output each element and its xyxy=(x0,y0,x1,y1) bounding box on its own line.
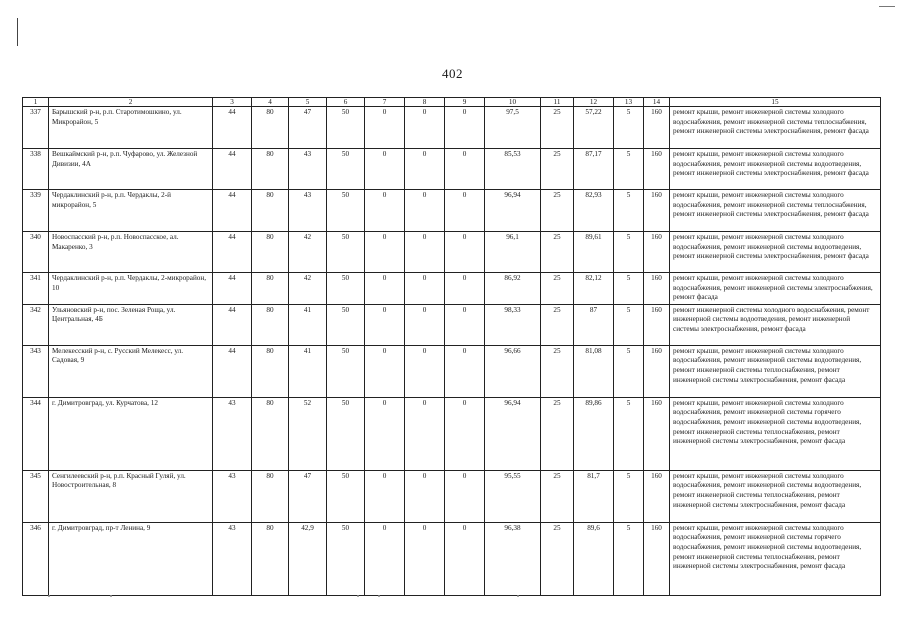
value-cell-c4: 80 xyxy=(252,149,289,190)
value-cell-c3: 44 xyxy=(213,232,252,273)
value-cell-c8: 0 xyxy=(405,273,445,305)
value-cell-c3: 43 xyxy=(213,397,252,470)
value-cell-c10: 97,5 xyxy=(485,107,541,149)
address-cell: г. Димитровград, ул. Курчатова, 12 xyxy=(49,397,213,470)
value-cell-c13: 5 xyxy=(614,397,644,470)
row-number-cell: 342 xyxy=(23,304,49,345)
column-number: 2 xyxy=(49,98,213,107)
table-row xyxy=(23,273,881,305)
value-cell-c4: 80 xyxy=(252,190,289,232)
column-number: 6 xyxy=(327,98,365,107)
value-cell-c12: 87 xyxy=(574,304,614,345)
column-number: 1 xyxy=(23,98,49,107)
value-cell-c4: 80 xyxy=(252,273,289,305)
value-cell-c3: 44 xyxy=(213,273,252,305)
value-cell-c6: 50 xyxy=(327,470,365,522)
value-cell-c3: 44 xyxy=(213,107,252,149)
value-cell-c9: 0 xyxy=(445,304,485,345)
value-cell-c5: 41 xyxy=(289,304,327,345)
table-row xyxy=(23,232,881,273)
value-cell-c10: 98,33 xyxy=(485,304,541,345)
value-cell-c12: 89,6 xyxy=(574,522,614,595)
repair-works-cell: ремонт крыши, ремонт инженерной системы холодного водоснабжения, ремонт инженерной системы горячего водоснабжения, ремонт инженерной системы водоотведения, ремонт инженерной системы теплоснабжения, ремонт инженерной системы электроснабжения, ремонт фасада xyxy=(670,397,881,470)
value-cell-c4: 80 xyxy=(252,107,289,149)
value-cell-c14: 160 xyxy=(644,149,670,190)
value-cell-c8: 0 xyxy=(405,107,445,149)
value-cell-c10: 96,94 xyxy=(485,397,541,470)
value-cell-c5: 41 xyxy=(289,345,327,397)
value-cell-c9: 0 xyxy=(445,273,485,305)
row-number-cell: 345 xyxy=(23,470,49,522)
address-cell: Вешкаймский р-н, р.п. Чуфарово, ул. Железной Дивизии, 4А xyxy=(49,149,213,190)
column-number: 5 xyxy=(289,98,327,107)
value-cell-c11: 25 xyxy=(541,397,574,470)
row-number-cell: 344 xyxy=(23,397,49,470)
value-cell-c3: 44 xyxy=(213,190,252,232)
repair-works-cell: ремонт крыши, ремонт инженерной системы холодного водоснабжения, ремонт инженерной системы теплоснабжения, ремонт инженерной системы электроснабжения, ремонт фасада xyxy=(670,190,881,232)
value-cell-c12: 87,17 xyxy=(574,149,614,190)
value-cell-c8: 0 xyxy=(405,397,445,470)
value-cell-c10: 96,38 xyxy=(485,522,541,595)
row-number-cell: 338 xyxy=(23,149,49,190)
value-cell-c6: 50 xyxy=(327,397,365,470)
value-cell-c7: 0 xyxy=(365,345,405,397)
column-number: 3 xyxy=(213,98,252,107)
value-cell-c3: 44 xyxy=(213,304,252,345)
value-cell-c9: 0 xyxy=(445,107,485,149)
value-cell-c12: 81,08 xyxy=(574,345,614,397)
row-number-cell: 341 xyxy=(23,273,49,305)
value-cell-c5: 47 xyxy=(289,470,327,522)
address-cell: Чердаклинский р-н, р.п. Чердаклы, 2-й микрорайон, 5 xyxy=(49,190,213,232)
address-cell: Чердаклинский р-н, р.п. Чердаклы, 2-микрорайон, 10 xyxy=(49,273,213,305)
table-row xyxy=(23,304,881,345)
repair-works-cell: ремонт крыши, ремонт инженерной системы холодного водоснабжения, ремонт инженерной системы водоотведения, ремонт инженерной системы электроснабжения, ремонт фасада xyxy=(670,149,881,190)
value-cell-c8: 0 xyxy=(405,304,445,345)
value-cell-c7: 0 xyxy=(365,273,405,305)
value-cell-c4: 80 xyxy=(252,397,289,470)
address-cell: Барышский р-н, р.п. Старотимошкино, ул. Микрорайон, 5 xyxy=(49,107,213,149)
row-number-cell: 339 xyxy=(23,190,49,232)
value-cell-c9: 0 xyxy=(445,232,485,273)
value-cell-c7: 0 xyxy=(365,232,405,273)
value-cell-c11: 25 xyxy=(541,273,574,305)
value-cell-c8: 0 xyxy=(405,232,445,273)
register-body xyxy=(23,98,881,596)
value-cell-c13: 5 xyxy=(614,232,644,273)
value-cell-c11: 25 xyxy=(541,522,574,595)
table-row xyxy=(23,397,881,470)
value-cell-c12: 82,12 xyxy=(574,273,614,305)
value-cell-c11: 25 xyxy=(541,149,574,190)
column-number: 11 xyxy=(541,98,574,107)
binding-margin-mark xyxy=(17,18,18,46)
value-cell-c9: 0 xyxy=(445,470,485,522)
column-number-row xyxy=(23,98,881,107)
value-cell-c11: 25 xyxy=(541,470,574,522)
column-number: 4 xyxy=(252,98,289,107)
value-cell-c6: 50 xyxy=(327,232,365,273)
value-cell-c6: 50 xyxy=(327,304,365,345)
repair-register-table xyxy=(22,97,881,596)
repair-works-cell: ремонт крыши, ремонт инженерной системы холодного водоснабжения, ремонт инженерной системы водоотведения, ремонт инженерной системы теплоснабжения, ремонт инженерной системы электроснабжения, ремонт фасада xyxy=(670,470,881,522)
value-cell-c14: 160 xyxy=(644,232,670,273)
value-cell-c7: 0 xyxy=(365,190,405,232)
value-cell-c7: 0 xyxy=(365,470,405,522)
repair-works-cell: ремонт крыши, ремонт инженерной системы холодного водоснабжения, ремонт инженерной системы электроснабжения, ремонт фасада xyxy=(670,273,881,305)
value-cell-c11: 25 xyxy=(541,107,574,149)
column-number: 15 xyxy=(670,98,881,107)
value-cell-c6: 50 xyxy=(327,107,365,149)
value-cell-c10: 96,1 xyxy=(485,232,541,273)
value-cell-c10: 86,92 xyxy=(485,273,541,305)
repair-works-cell: ремонт крыши, ремонт инженерной системы холодного водоснабжения, ремонт инженерной системы теплоснабжения, ремонт инженерной системы электроснабжения, ремонт фасада xyxy=(670,107,881,149)
column-number: 12 xyxy=(574,98,614,107)
row-number-cell: 346 xyxy=(23,522,49,595)
value-cell-c13: 5 xyxy=(614,190,644,232)
value-cell-c14: 160 xyxy=(644,273,670,305)
value-cell-c4: 80 xyxy=(252,522,289,595)
value-cell-c13: 5 xyxy=(614,107,644,149)
scan-noise-marks xyxy=(22,595,880,607)
value-cell-c13: 5 xyxy=(614,304,644,345)
column-number: 8 xyxy=(405,98,445,107)
value-cell-c5: 43 xyxy=(289,149,327,190)
table-row xyxy=(23,107,881,149)
address-cell: г. Димитровград, пр-т Ленина, 9 xyxy=(49,522,213,595)
value-cell-c4: 80 xyxy=(252,470,289,522)
value-cell-c5: 42 xyxy=(289,273,327,305)
value-cell-c14: 160 xyxy=(644,304,670,345)
value-cell-c13: 5 xyxy=(614,149,644,190)
value-cell-c13: 5 xyxy=(614,522,644,595)
value-cell-c12: 82,93 xyxy=(574,190,614,232)
value-cell-c6: 50 xyxy=(327,273,365,305)
row-number-cell: 340 xyxy=(23,232,49,273)
value-cell-c9: 0 xyxy=(445,522,485,595)
value-cell-c5: 52 xyxy=(289,397,327,470)
value-cell-c6: 50 xyxy=(327,190,365,232)
value-cell-c10: 95,55 xyxy=(485,470,541,522)
value-cell-c14: 160 xyxy=(644,470,670,522)
value-cell-c3: 44 xyxy=(213,345,252,397)
value-cell-c5: 47 xyxy=(289,107,327,149)
value-cell-c7: 0 xyxy=(365,107,405,149)
row-number-cell: 337 xyxy=(23,107,49,149)
column-number: 10 xyxy=(485,98,541,107)
value-cell-c12: 89,86 xyxy=(574,397,614,470)
address-cell: Новоспасский р-н, р.п. Новоспасское, ал. Макаренко, 3 xyxy=(49,232,213,273)
value-cell-c13: 5 xyxy=(614,345,644,397)
value-cell-c10: 96,94 xyxy=(485,190,541,232)
table-row xyxy=(23,345,881,397)
value-cell-c11: 25 xyxy=(541,190,574,232)
value-cell-c7: 0 xyxy=(365,149,405,190)
value-cell-c6: 50 xyxy=(327,149,365,190)
corner-mark xyxy=(879,6,895,7)
repair-works-cell: ремонт инженерной системы холодного водоснабжения, ремонт инженерной системы водоотведения, ремонт инженерной системы электроснабжения, ремонт фасада xyxy=(670,304,881,345)
column-number: 13 xyxy=(614,98,644,107)
value-cell-c5: 42 xyxy=(289,232,327,273)
value-cell-c9: 0 xyxy=(445,397,485,470)
table-row xyxy=(23,522,881,595)
row-number-cell: 343 xyxy=(23,345,49,397)
value-cell-c14: 160 xyxy=(644,345,670,397)
value-cell-c4: 80 xyxy=(252,304,289,345)
value-cell-c8: 0 xyxy=(405,190,445,232)
address-cell: Сенгилеевский р-н, р.п. Красный Гуляй, ул. Новостроительная, 8 xyxy=(49,470,213,522)
table-row xyxy=(23,190,881,232)
value-cell-c11: 25 xyxy=(541,304,574,345)
value-cell-c12: 89,61 xyxy=(574,232,614,273)
value-cell-c4: 80 xyxy=(252,345,289,397)
value-cell-c8: 0 xyxy=(405,470,445,522)
value-cell-c8: 0 xyxy=(405,345,445,397)
value-cell-c9: 0 xyxy=(445,345,485,397)
value-cell-c7: 0 xyxy=(365,522,405,595)
table-row xyxy=(23,470,881,522)
repair-works-cell: ремонт крыши, ремонт инженерной системы холодного водоснабжения, ремонт инженерной системы водоотведения, ремонт инженерной системы электроснабжения, ремонт фасада xyxy=(670,232,881,273)
value-cell-c11: 25 xyxy=(541,345,574,397)
value-cell-c11: 25 xyxy=(541,232,574,273)
value-cell-c12: 57,22 xyxy=(574,107,614,149)
address-cell: Ульяновский р-н, пос. Зеленая Роща, ул. Центральная, 4Б xyxy=(49,304,213,345)
value-cell-c9: 0 xyxy=(445,149,485,190)
value-cell-c13: 5 xyxy=(614,470,644,522)
value-cell-c10: 85,53 xyxy=(485,149,541,190)
column-number: 9 xyxy=(445,98,485,107)
value-cell-c6: 50 xyxy=(327,522,365,595)
value-cell-c9: 0 xyxy=(445,190,485,232)
value-cell-c13: 5 xyxy=(614,273,644,305)
repair-works-cell: ремонт крыши, ремонт инженерной системы холодного водоснабжения, ремонт инженерной системы горячего водоснабжения, ремонт инженерной системы водоотведения, ремонт инженерной системы теплоснабжения, ремонт инженерной системы электроснабжения, ремонт фасада xyxy=(670,522,881,595)
value-cell-c3: 43 xyxy=(213,522,252,595)
value-cell-c4: 80 xyxy=(252,232,289,273)
value-cell-c14: 160 xyxy=(644,522,670,595)
column-number: 14 xyxy=(644,98,670,107)
value-cell-c3: 44 xyxy=(213,149,252,190)
value-cell-c8: 0 xyxy=(405,149,445,190)
value-cell-c7: 0 xyxy=(365,304,405,345)
value-cell-c6: 50 xyxy=(327,345,365,397)
value-cell-c8: 0 xyxy=(405,522,445,595)
value-cell-c3: 43 xyxy=(213,470,252,522)
value-cell-c12: 81,7 xyxy=(574,470,614,522)
repair-works-cell: ремонт крыши, ремонт инженерной системы холодного водоснабжения, ремонт инженерной системы водоотведения, ремонт инженерной системы теплоснабжения, ремонт инженерной системы электроснабжения, ремонт фасада xyxy=(670,345,881,397)
value-cell-c5: 42,9 xyxy=(289,522,327,595)
value-cell-c14: 160 xyxy=(644,190,670,232)
value-cell-c10: 96,66 xyxy=(485,345,541,397)
value-cell-c14: 160 xyxy=(644,107,670,149)
value-cell-c5: 43 xyxy=(289,190,327,232)
table-row xyxy=(23,149,881,190)
page-number: 402 xyxy=(442,66,463,81)
value-cell-c7: 0 xyxy=(365,397,405,470)
address-cell: Мелекесский р-н, с. Русский Мелекесс, ул. Садовая, 9 xyxy=(49,345,213,397)
value-cell-c14: 160 xyxy=(644,397,670,470)
column-number: 7 xyxy=(365,98,405,107)
